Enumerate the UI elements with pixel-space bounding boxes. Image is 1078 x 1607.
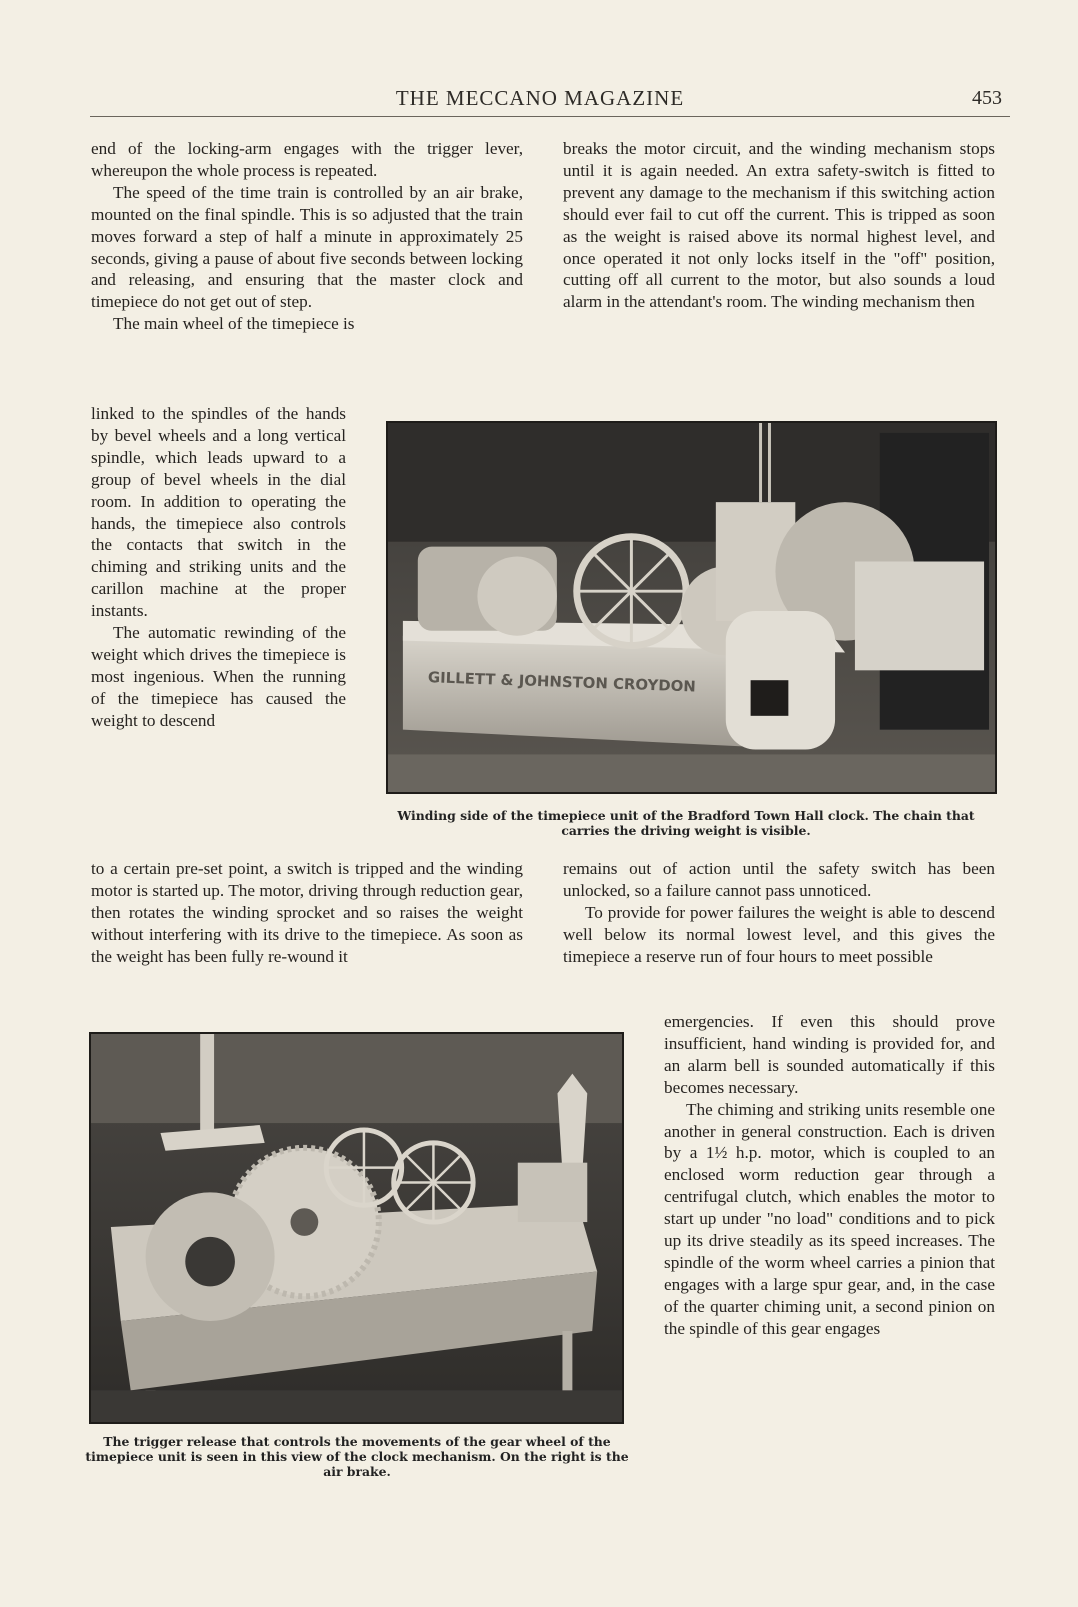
page-number: 453 <box>972 87 1002 109</box>
top-photo-caption: Winding side of the timepiece unit of the Bradford Town Hall clock. The chain that carries the driving weight is visible. <box>397 808 975 838</box>
paragraph: to a certain pre-set point, a switch is tripped and the winding motor is started up. The motor, driving through reduction gear, then rotates the winding sprocket and so raises the weight without interfering with its drive to the timepiece. As soon as the weight has been fully re-wound it <box>91 859 523 966</box>
paragraph: The chiming and striking units resemble one another in general construction. Each is driven by a 1½ h.p. motor, which is coupled to an enclosed worm reduction gear through a centrifugal clutch, which enables the motor to start up under "no load" conditions and to pick up its drive steadily as its speed increases. The spindle of the worm wheel carries a pinion that engages with a large spur gear, and, in the case of the quarter chiming unit, a second pinion on the spindle of this gear engages <box>664 1099 995 1338</box>
left-column-block-a <box>91 138 523 335</box>
paragraph: The speed of the time train is controlled by an air brake, mounted on the final spindle. This is so adjusted that the train moves forward a step of half a minute in approximately 25 seconds, giving a pause of about five seconds between locking and releasing, and ensuring that the master clock and timepiece do not get out of step. <box>91 182 523 312</box>
right-column-block-a <box>563 138 995 313</box>
left-column-block-c <box>91 858 523 968</box>
right-column-block-b <box>563 858 995 968</box>
left-column-block-b <box>91 403 346 732</box>
paragraph: The main wheel of the timepiece is <box>113 314 355 334</box>
paragraph: remains out of action until the safety switch has been unlocked, so a failure cannot pass unnoticed. <box>563 859 995 900</box>
paragraph: emergencies. If even this should prove insufficient, hand winding is provided for, and an alarm bell is sounded automatically if this becomes necessary. <box>664 1012 995 1097</box>
winding-mechanism-illustration <box>388 423 995 792</box>
running-header <box>90 86 1010 117</box>
magazine-title: THE MECCANO MAGAZINE <box>395 86 685 110</box>
bottom-photo-caption: The trigger release that controls the movements of the gear wheel of the timepiece unit is seen in this view of the clock mechanism. On the right is the air brake. <box>85 1434 629 1479</box>
trigger-release-photo <box>89 1032 624 1424</box>
paragraph: end of the locking-arm engages with the trigger lever, whereupon the whole process is repeated. <box>91 139 523 180</box>
paragraph: breaks the motor circuit, and the winding mechanism stops until it is again needed. An extra safety-switch is fitted to prevent any damage to the mechanism if this switching action should ever fail to cut off the current. This is tripped as soon as the weight is raised above its normal highest level, and once operated it not only locks itself in the "off" position, cutting off all current to the motor, but also sounds a loud alarm in the attendant's room. The winding mechanism then <box>563 139 995 312</box>
right-column-block-c <box>664 1011 995 1340</box>
paragraph: linked to the spindles of the hands by bevel wheels and a long vertical spindle, which leads upward to a group of bevel wheels in the dial room. In addition to operating the hands, the timepiece also controls the contacts that switch in the chiming and striking units and the carillon machine at the proper instants. <box>91 404 346 621</box>
nameplate-text: GILLETT & JOHNSTON CROYDON <box>427 668 697 696</box>
paragraph: The automatic rewinding of the weight which drives the timepiece is most ingenious. When the running of the timepiece has caused the weight to descend <box>91 623 346 730</box>
trigger-release-illustration <box>91 1034 622 1422</box>
winding-mechanism-photo <box>386 421 997 794</box>
paragraph: To provide for power failures the weight is able to descend well below its normal lowest level, and this gives the timepiece a reserve run of four hours to meet possible <box>563 902 995 966</box>
